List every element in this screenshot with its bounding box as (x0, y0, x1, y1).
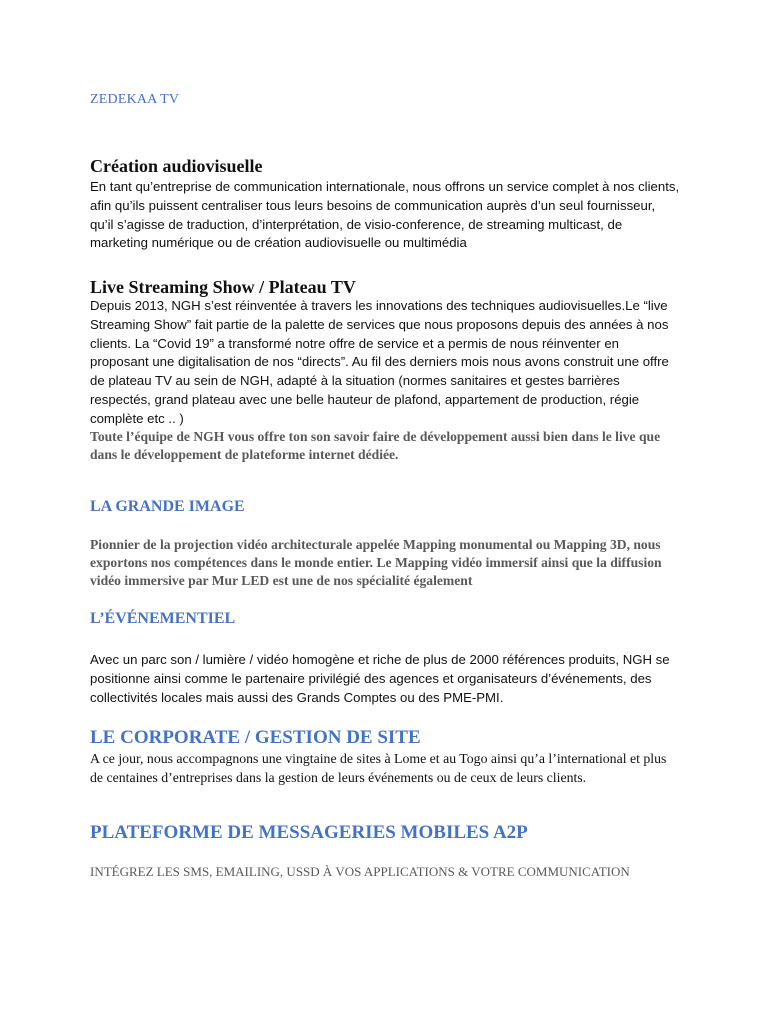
section-heading-creation-audiovisuelle: Création audiovisuelle (90, 156, 263, 176)
section-paragraph: A ce jour, nous accompagnons une vingtaine de sites à Lome et au Togo ainsi qu’a l’international et plus de centaines d’entreprises dans la gestion de leurs événements ou de ceux de leurs clients. (90, 751, 667, 785)
section-heading-live-streaming: Live Streaming Show / Plateau TV (90, 277, 356, 297)
section-heading-evenementiel: L’ÉVÉNEMENTIEL (90, 610, 236, 627)
section-paragraph: Avec un parc son / lumière / vidéo homogène et riche de plus de 2000 références produits, NGH se positionne ainsi comme le partenaire privilégié des agences et organisateurs d’événements, des collectivités locales mais aussi des Grands Comptes ou des PME-PMI. (90, 652, 670, 705)
section-paragraph-emphasis: Toute l’équipe de NGH vous offre ton son savoir faire de développement aussi bien dans le live que dans le développement de plateforme internet dédiée. (90, 429, 661, 462)
section-paragraph: Depuis 2013, NGH s’est réinventée à travers les innovations des techniques audiovisuelles.Le “live Streaming Show” fait partie de la palette de services que nous proposons depuis des années à nos clients. La “Covid 19” a transformé notre offre de service et a permis de nous réinventer en proposant une digitalisation de nos “directs”. Au fil des derniers mois nous avons construit une offre de plateau TV au sein de NGH, adapté à la situation (normes sanitaires et gestes barrières respectés, grand plateau avec une belle hauteur de plafond, appartement de production, régie complète etc .. ) (90, 298, 669, 426)
section-heading-corporate: LE CORPORATE / GESTION DE SITE (90, 727, 421, 748)
section-paragraph-caps: INTÉGREZ LES SMS, EMAILING, USSD À VOS APPLICATIONS & VOTRE COMMUNICATION (90, 864, 630, 879)
document-label: ZEDEKAA TV (90, 92, 180, 107)
section-paragraph-emphasis: Pionnier de la projection vidéo architecturale appelée Mapping monumental ou Mapping 3D, nous exportons nos compétences dans le monde entier. Le Mapping vidéo immersif ainsi que la diffusion vidéo immersive par Mur LED est une de nos spécialité également (90, 537, 662, 588)
section-heading-plateforme-a2p: PLATEFORME DE MESSAGERIES MOBILES A2P (90, 822, 528, 843)
section-heading-grande-image: LA GRANDE IMAGE (90, 498, 245, 515)
section-paragraph: En tant qu’entreprise de communication internationale, nous offrons un service complet à nos clients, afin qu’ils puissent centraliser tous leurs besoins de communication auprès d’un seul fournisseur, qu’il s’agisse de traduction, d’interprétation, de visio-conference, de streaming multicast, de marketing numérique ou de création audiovisuelle ou multimédia (90, 179, 680, 251)
